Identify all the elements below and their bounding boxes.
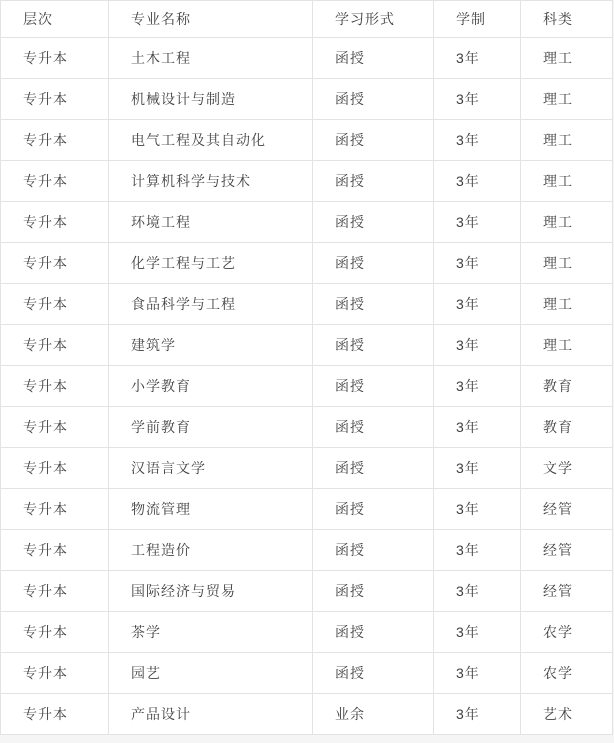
table-cell-duration: 3年 (434, 694, 521, 735)
col-header-major-name: 专业名称 (109, 1, 313, 38)
table-cell-study-form: 函授 (313, 366, 434, 407)
table-row (1, 202, 613, 243)
table-cell-major-name: 国际经济与贸易 (109, 571, 313, 612)
col-header-category: 科类 (521, 1, 613, 38)
table-cell-duration: 3年 (434, 243, 521, 284)
table-cell-duration: 3年 (434, 325, 521, 366)
table-row (1, 571, 613, 612)
table-cell-duration: 3年 (434, 612, 521, 653)
header-row (1, 1, 613, 38)
table-cell-study-form: 函授 (313, 202, 434, 243)
table-cell-study-form: 函授 (313, 530, 434, 571)
table-cell-major-name: 茶学 (109, 612, 313, 653)
table-row (1, 530, 613, 571)
table-row (1, 284, 613, 325)
table-cell-category: 理工 (521, 325, 613, 366)
table-cell-category: 文学 (521, 448, 613, 489)
table-cell-category: 教育 (521, 366, 613, 407)
table-cell-major-name: 建筑学 (109, 325, 313, 366)
table-cell-category: 农学 (521, 612, 613, 653)
table-cell-major-name: 产品设计 (109, 694, 313, 735)
table-header (1, 1, 613, 38)
col-header-level: 层次 (1, 1, 109, 38)
table-cell-category: 理工 (521, 202, 613, 243)
table-cell-level: 专升本 (1, 79, 109, 120)
table-cell-duration: 3年 (434, 120, 521, 161)
table-cell-category: 理工 (521, 284, 613, 325)
table-cell-study-form: 函授 (313, 448, 434, 489)
table-cell-major-name: 电气工程及其自动化 (109, 120, 313, 161)
table-cell-level: 专升本 (1, 284, 109, 325)
table-cell-study-form: 函授 (313, 284, 434, 325)
table-cell-study-form: 函授 (313, 489, 434, 530)
table-cell-major-name: 小学教育 (109, 366, 313, 407)
table-cell-duration: 3年 (434, 530, 521, 571)
table-cell-study-form: 函授 (313, 653, 434, 694)
table-cell-category: 理工 (521, 79, 613, 120)
table-cell-category: 理工 (521, 243, 613, 284)
table-cell-study-form: 函授 (313, 79, 434, 120)
table-cell-study-form: 函授 (313, 325, 434, 366)
table-cell-level: 专升本 (1, 38, 109, 79)
table-cell-category: 教育 (521, 407, 613, 448)
table-cell-category: 理工 (521, 161, 613, 202)
table-row (1, 38, 613, 79)
table-row (1, 489, 613, 530)
table-cell-study-form: 函授 (313, 38, 434, 79)
table-cell-level: 专升本 (1, 120, 109, 161)
table-cell-category: 理工 (521, 120, 613, 161)
table-row (1, 612, 613, 653)
table-cell-category: 经管 (521, 571, 613, 612)
table-cell-level: 专升本 (1, 653, 109, 694)
table-cell-level: 专升本 (1, 694, 109, 735)
table-cell-major-name: 化学工程与工艺 (109, 243, 313, 284)
table-cell-study-form: 函授 (313, 243, 434, 284)
table-cell-duration: 3年 (434, 448, 521, 489)
table-cell-duration: 3年 (434, 79, 521, 120)
table-cell-duration: 3年 (434, 161, 521, 202)
table-cell-level: 专升本 (1, 366, 109, 407)
table-cell-major-name: 机械设计与制造 (109, 79, 313, 120)
table-cell-level: 专升本 (1, 612, 109, 653)
table-cell-duration: 3年 (434, 571, 521, 612)
table-cell-study-form: 函授 (313, 407, 434, 448)
table-cell-level: 专升本 (1, 448, 109, 489)
table-body (1, 38, 613, 735)
table-row (1, 653, 613, 694)
table-cell-duration: 3年 (434, 366, 521, 407)
table-cell-major-name: 环境工程 (109, 202, 313, 243)
table-cell-duration: 3年 (434, 489, 521, 530)
table-cell-duration: 3年 (434, 284, 521, 325)
table-cell-duration: 3年 (434, 38, 521, 79)
table-row (1, 366, 613, 407)
table-cell-major-name: 工程造价 (109, 530, 313, 571)
table-cell-category: 艺术 (521, 694, 613, 735)
table-cell-level: 专升本 (1, 202, 109, 243)
table-cell-major-name: 食品科学与工程 (109, 284, 313, 325)
table-cell-major-name: 计算机科学与技术 (109, 161, 313, 202)
col-header-study-form: 学习形式 (313, 1, 434, 38)
table-cell-study-form: 函授 (313, 571, 434, 612)
table-cell-level: 专升本 (1, 571, 109, 612)
table-cell-study-form: 函授 (313, 161, 434, 202)
table-row (1, 79, 613, 120)
table-cell-major-name: 汉语言文学 (109, 448, 313, 489)
table-row (1, 325, 613, 366)
table-cell-major-name: 物流管理 (109, 489, 313, 530)
table-cell-level: 专升本 (1, 161, 109, 202)
table-cell-category: 理工 (521, 38, 613, 79)
table-row (1, 161, 613, 202)
table-cell-category: 经管 (521, 489, 613, 530)
table-cell-study-form: 函授 (313, 612, 434, 653)
table-cell-level: 专升本 (1, 489, 109, 530)
table-cell-study-form: 函授 (313, 120, 434, 161)
table-row (1, 694, 613, 735)
table-cell-category: 经管 (521, 530, 613, 571)
col-header-duration: 学制 (434, 1, 521, 38)
table-cell-major-name: 土木工程 (109, 38, 313, 79)
table-cell-major-name: 园艺 (109, 653, 313, 694)
table-cell-level: 专升本 (1, 407, 109, 448)
table-cell-category: 农学 (521, 653, 613, 694)
table-cell-duration: 3年 (434, 653, 521, 694)
table-cell-duration: 3年 (434, 407, 521, 448)
table-cell-duration: 3年 (434, 202, 521, 243)
table-row (1, 407, 613, 448)
table-cell-level: 专升本 (1, 325, 109, 366)
table-row (1, 448, 613, 489)
table-cell-study-form: 业余 (313, 694, 434, 735)
table-row (1, 243, 613, 284)
table-cell-level: 专升本 (1, 530, 109, 571)
table-cell-major-name: 学前教育 (109, 407, 313, 448)
table-row (1, 120, 613, 161)
table-cell-level: 专升本 (1, 243, 109, 284)
